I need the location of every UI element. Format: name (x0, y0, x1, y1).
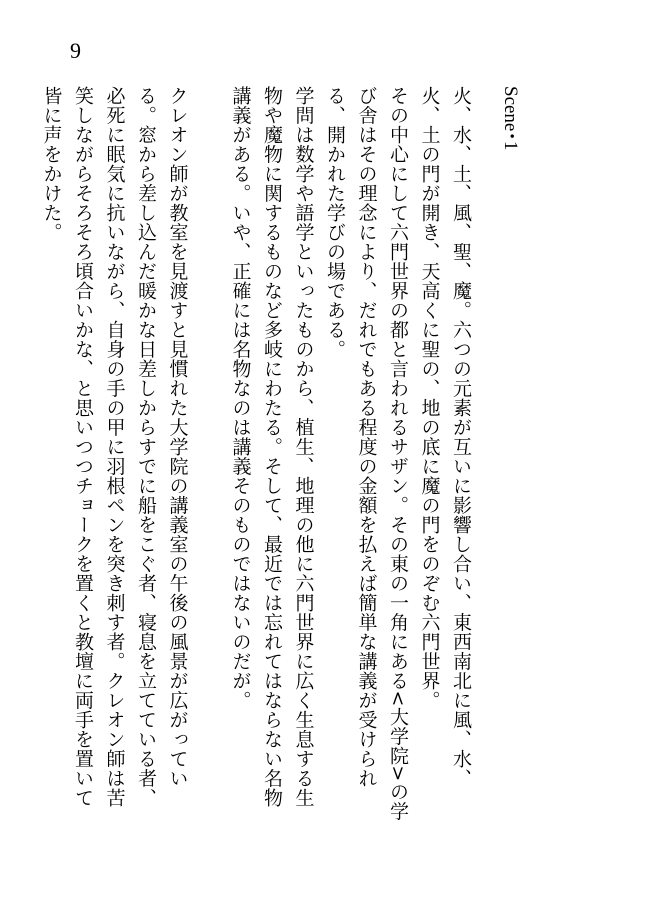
paragraph-2: その中心にして六門世界の都と言われるサザン。その東の一角にある<大学院>の学び舎はその理念により、だれでもある程度の金額を払えば簡単な講義が受けられる、開かれた学びの場である。 (324, 86, 409, 821)
blank-line (193, 86, 225, 826)
body-text (35, 86, 476, 826)
page-number: 9 (70, 38, 81, 63)
paragraph-3: 学問は数学や語学といったものから、植生、地理の他に六門世界に広く生息する生物や魔物に関するものなど多岐にわたる。そして、最近では忘れてはならない名物講義がある。いや、正確には名物なのは講義そのものではないのだが。 (229, 86, 315, 808)
scene-title: Scene･1 (500, 86, 521, 151)
paragraph-4: クレオン師が教室を見渡すと見慣れた大学院の講義室の午後の風景が広がっている。窓から差し込んだ暖かな日差しからすでに船をこぐ者、寝息を立てている者、必死に眠気に抗いながら、自身の手の甲に羽根ペンを突き刺す者。クレオン師は苦笑しながらそろそろ頃合いかな、と思いつつチョークを置くと教壇に両手を置いて皆に声をかけた。 (40, 86, 189, 808)
paragraph-1: 火、水、土、風、聖、魔。六つの元素が互いに影響し合い、東西南北に風、水、火、土の門が開き、天高くに聖の、地の底に魔の門をのぞむ六門世界。 (418, 86, 472, 788)
